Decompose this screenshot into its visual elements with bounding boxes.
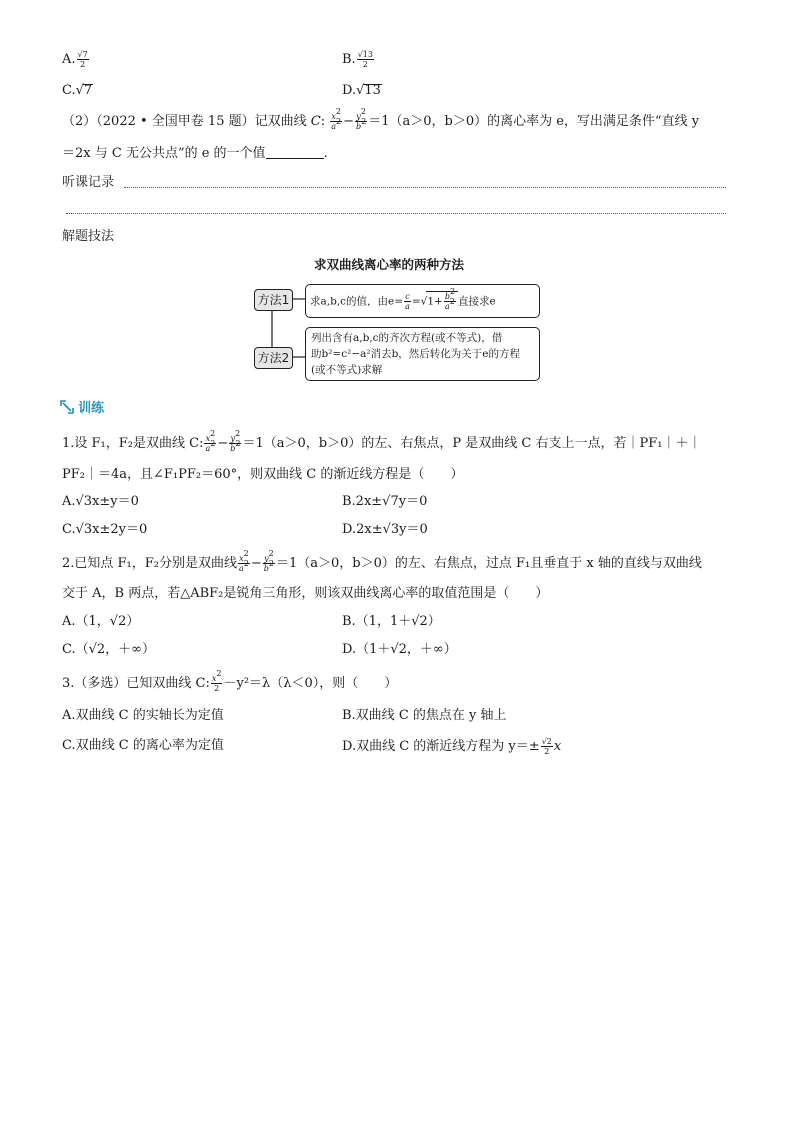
question-2-line1: （2）（2022 • 全国甲卷 15 题）记双曲线 C: $\frac{x^2}{a^2}$ − $\frac{y^2}{b^2}$ ＝1（a＞0，b＞0）的离心率为 e，写出满足条件“直线 y <box>62 107 700 131</box>
training-q1-option-b: B.2x±√7y＝0 <box>342 494 428 509</box>
training-q1-line2: PF₂｜＝4a，且∠F₁PF₂＝60°，则双曲线 C 的渐近线方程是（ ） <box>62 467 464 482</box>
training-q3-option-d: D.双曲线 C 的渐近线方程为 y＝± $\frac{√2}{2}$ x <box>342 737 562 756</box>
training-q2-line1: 2.已知点 F₁，F₂分别是双曲线 $\frac{x^2}{a^2}$ − $\frac{y^2}{b^2}$ ＝1（a＞0，b＞0）的左、右焦点，过点 F₁且垂直于 x 轴的直线与双曲线 <box>62 549 702 573</box>
training-q2-option-d: D.（1＋√2，＋∞） <box>342 642 457 657</box>
method2-line1: 列出含有a,b,c的齐次方程(或不等式)，借 <box>311 332 503 344</box>
training-q2-option-c: C.（√2，＋∞） <box>62 642 155 657</box>
training-q2-line2: 交于 A，B 两点，若△ABF₂是锐角三角形，则该双曲线离心率的取值范围是（ ） <box>62 586 549 601</box>
diagram-title: 求双曲线离心率的两种方法 <box>314 257 465 272</box>
notes-label: 听课记录 <box>62 175 115 190</box>
training-icon <box>60 400 74 414</box>
option-d: D.√13 <box>342 83 381 98</box>
training-heading: 训练 <box>60 400 104 418</box>
training-q1-option-c: C.√3x±2y＝0 <box>62 522 148 537</box>
method1-tag: 方法1 <box>254 289 293 311</box>
training-q2-option-a: A.（1，√2） <box>62 614 140 629</box>
method2-tag: 方法2 <box>254 347 293 369</box>
option-c: C.√7 <box>62 83 93 98</box>
option-b: B. $\frac{√13}{2}$ <box>342 50 373 69</box>
training-q1-option-a: A.√3x±y＝0 <box>62 494 139 509</box>
method1-text: 求a,b,c的值，由e= $\frac{c}{a}$ =√1+ $\frac{b^2}{a^2}$ 直接求e <box>310 287 496 311</box>
method2-line3: (或不等式)求解 <box>311 364 383 376</box>
question-2-line2: ＝2x 与 C 无公共点”的 e 的一个值 . <box>62 146 328 161</box>
training-q1-option-d: D.2x±√3y＝0 <box>342 522 428 537</box>
option-a: A. $\frac{√7}{2}$ <box>62 50 88 69</box>
training-q3-option-a: A.双曲线 C 的实轴长为定值 <box>62 708 224 723</box>
training-q2-option-b: B.（1，1＋√2） <box>342 614 441 629</box>
training-q3-option-b: B.双曲线 C 的焦点在 y 轴上 <box>342 708 507 723</box>
training-q3-option-c: C.双曲线 C 的离心率为定值 <box>62 738 224 753</box>
training-q1-line1: 1.设 F₁，F₂是双曲线 C: $\frac{x^2}{a^2}$ − $\frac{y^2}{b^2}$ ＝1（a＞0，b＞0）的左、右焦点，P 是双曲线 C 右支上一点，若｜PF₁｜＋｜ <box>62 429 702 453</box>
method2-line2: 助b²=c²−a²消去b，然后转化为关于e的方程 <box>311 348 521 360</box>
technique-heading: 解题技法 <box>62 229 115 244</box>
training-q3-line1: 3.（多选）已知双曲线 C: $\frac{x^2}{2}$ －y²＝λ（λ＜0），则（ ） <box>62 669 398 693</box>
